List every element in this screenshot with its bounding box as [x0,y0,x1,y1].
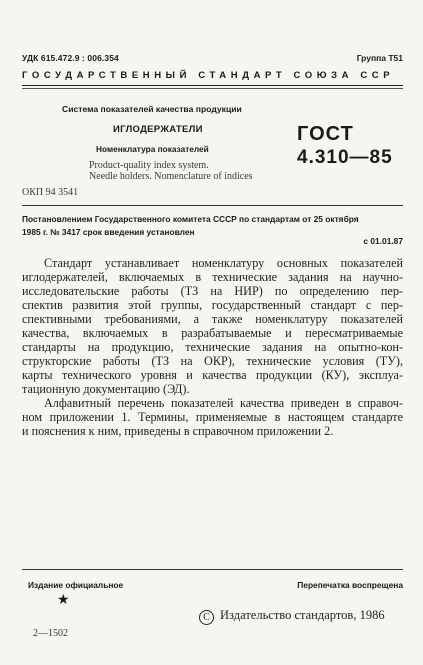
decree-line: 1985 г. № 3417 срок введения установлен [22,226,195,237]
body-line: спектив развития этой группы, государственный стандарт с пер- [22,298,403,312]
body-line: спективными требованиями, а также номенклатуру показателей [22,312,403,326]
body-line: стандарты на продукцию, технические задания на опытно-кон- [22,340,403,354]
body-line: ном приложении 1. Термины, применяемые в настоящем стандарте [22,410,403,424]
document-title: ИГЛОДЕРЖАТЕЛИ [113,124,203,135]
decree-line: Постановлением Государственного комитета СССР по стандартам от 25 октября [22,214,359,224]
star-icon: ★ [57,593,70,608]
effective-date: с 01.01.87 [363,236,403,246]
print-code: 2—1502 [33,628,68,639]
body-line: иглодержателей, включаемых в технические задания на научно- [22,270,403,284]
copyright-text: Издательство стандартов, 1986 [220,608,385,622]
body-line: структорские работы (ТЗ на ОКР), технические условия (ТУ), [22,354,403,368]
body-line: Алфавитный перечень показателей качества приведен в справоч- [44,396,403,410]
middle-rule [22,205,403,206]
okp-code: ОКП 94 3541 [22,187,79,198]
udk-code: УДК 615.472.9 : 006.354 [22,53,119,63]
body-line: исследовательские работы (ТЗ на НИР) по определению пер- [22,284,403,298]
body-text [22,256,403,438]
english-title-line1: Product-quality index system. [89,160,209,171]
document-subtitle: Номенклатура показателей [96,144,209,154]
group-code: Группа Т51 [356,53,403,63]
body-line: Стандарт устанавливает номенклатуру основных показателей [44,256,403,270]
copyright [199,608,385,625]
bottom-rule [22,569,403,570]
body-line: карты технического уровня и качества продукции (КУ), эксплуа- [22,368,403,382]
body-line: тационную документацию (ЭД). [22,382,190,396]
body-line: и пояснения к ним, приведены в справочном приложении 2. [22,424,334,438]
gost-label: ГОСТ [297,123,354,145]
top-rule [22,85,403,86]
english-title-line2: Needle holders. Nomenclature of indices [89,171,253,182]
system-title: Система показателей качества продукции [62,104,242,114]
copyright-icon: С [199,610,214,625]
decree-text [22,213,403,238]
gost-number: 4.310—85 [297,147,393,168]
reprint-prohibited: Перепечатка воспрещена [297,580,403,590]
top-rule-thin [22,88,403,89]
state-standard-heading: ГОСУДАРСТВЕННЫЙ СТАНДАРТ СОЮЗА ССР [22,70,395,81]
official-edition: Издание официальное [28,580,124,590]
body-line: качества, включаемых в разрабатываемые и пересматриваемые [22,326,403,340]
